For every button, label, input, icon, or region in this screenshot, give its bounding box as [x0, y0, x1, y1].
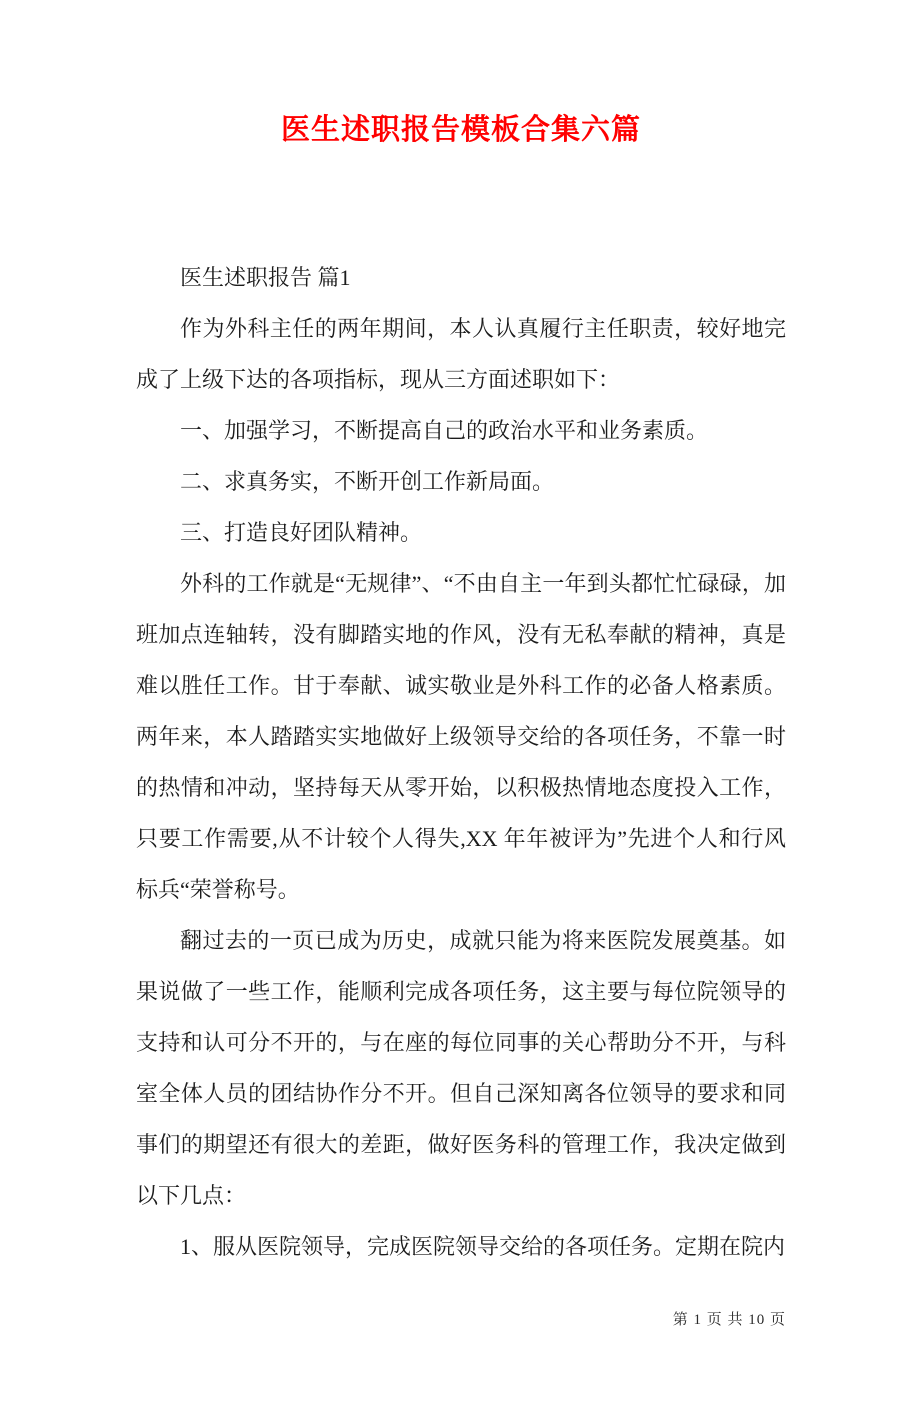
paragraph-intro: 作为外科主任的两年期间，本人认真履行主任职责，较好地完成了上级下达的各项指标，现从三方面述职如下：	[136, 316, 786, 392]
paragraph-point-3: 三、打造良好团队精神。	[180, 520, 423, 545]
paragraph-point-1: 一、加强学习，不断提高自己的政治水平和业务素质。	[180, 418, 709, 443]
document-title: 医生述职报告模板合集六篇	[280, 114, 641, 146]
section-heading: 医生述职报告 篇1	[180, 265, 351, 290]
paragraph-item-1: 1、服从医院领导，完成医院领导交给的各项任务。定期在院内	[180, 1234, 786, 1259]
document-body	[136, 252, 786, 1272]
paragraph-surgery-work: 外科的工作就是“无规律”、“不由自主一年到头都忙忙碌碌，加班加点连轴转，没有脚踏实地的作风，没有无私奉献的精神，真是难以胜任工作。甘于奉献、诚实敬业是外科工作的必备人格素质。两年来，本人踏踏实实地做好上级领导交给的各项任务，不靠一时的热情和冲动，坚持每天从零开始，以积极热情地态度投入工作，只要工作需要,从不计较个人得失,XX 年年被评为”先进个人和行风标兵“荣誉称号。	[136, 571, 786, 902]
paragraph-history: 翻过去的一页已成为历史，成就只能为将来医院发展奠基。如果说做了一些工作，能顺利完成各项任务，这主要与每位院领导的支持和认可分不开的，与在座的每位同事的关心帮助分不开，与科室全体人员的团结协作分不开。但自己深知离各位领导的要求和同事们的期望还有很大的差距，做好医务科的管理工作，我决定做到以下几点：	[136, 928, 786, 1208]
paragraph-point-2: 二、求真务实，不断开创工作新局面。	[180, 469, 555, 494]
page-number: 第 1 页 共 10 页	[672, 1312, 786, 1328]
document-page	[0, 108, 920, 1410]
